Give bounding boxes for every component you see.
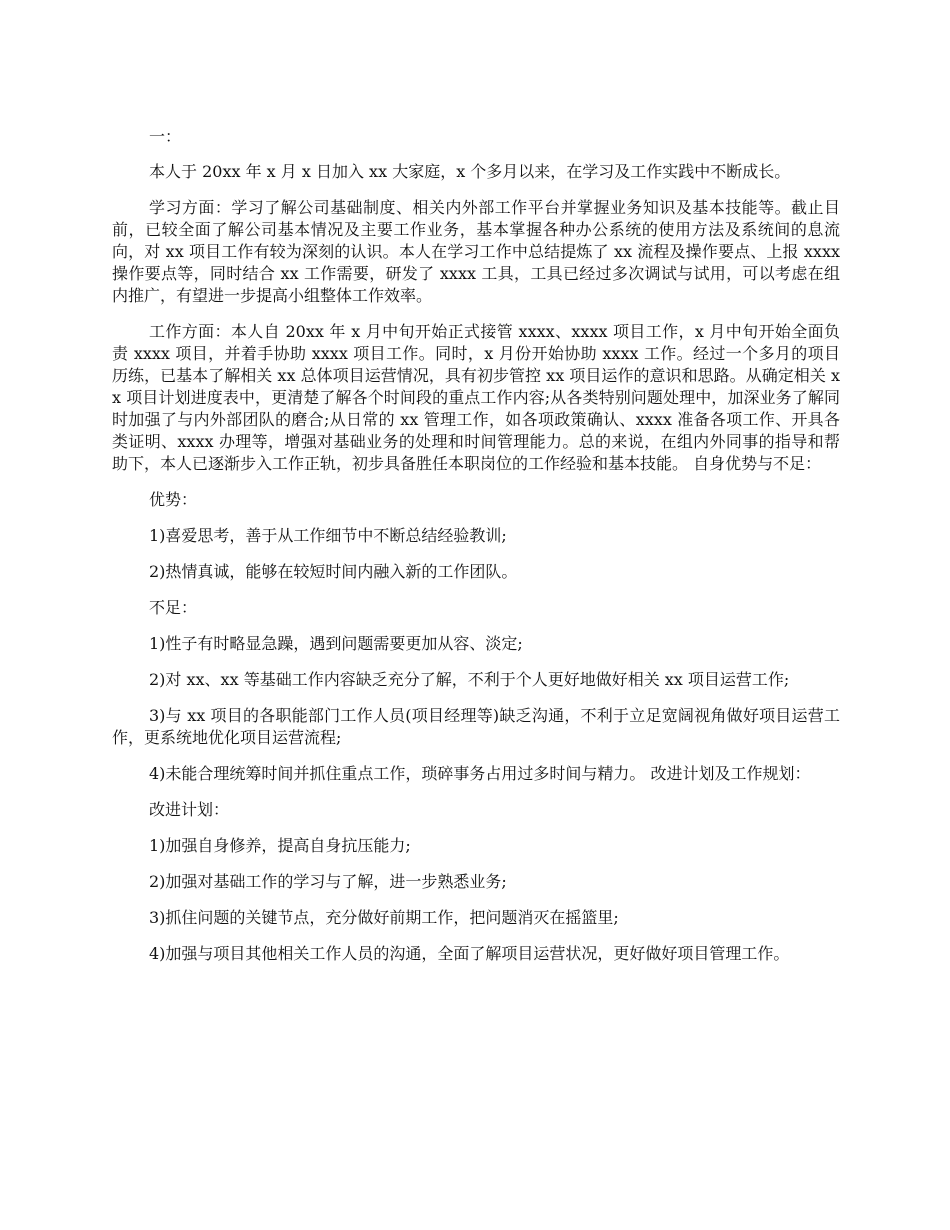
weaknesses-heading: 不足： <box>149 598 198 617</box>
weakness-item: 4)未能合理统筹时间并抓住重点工作，琐碎事务占用过多时间与精力。 改进计划及工作规划： <box>149 764 811 783</box>
improvement-item: 4)加强与项目其他相关工作人员的沟通，全面了解项目运营状况，更好做好项目管理工作。 <box>149 944 790 963</box>
improvement-item: 3)抓住问题的关键节点，充分做好前期工作，把问题消灭在摇篮里; <box>149 908 619 927</box>
strength-item: 2)热情真诚，能够在较短时间内融入新的工作团队。 <box>149 562 518 581</box>
improvement-item: 2)加强对基础工作的学习与了解，进一步熟悉业务; <box>149 872 507 891</box>
weakness-item: 2)对 xx、xx 等基础工作内容缺乏充分了解，不利于个人更好地做好相关 xx 项目运营工作; <box>149 670 790 689</box>
study-paragraph: 学习方面：学习了解公司基础制度、相关内外部工作平台并掌握业务知识及基本技能等。截止目前，已较全面了解公司基本情况及主要工作业务，基本掌握各种办公系统的使用方法及系统间的息流向，对 xx 项目工作有较为深刻的认识。本人在学习工作中总结提炼了 xx 流程及操作要点、上报 xxxx 操作要点等，同时结合 xx 工作需要，研发了 xxxx 工具，工具已经过多次调试与试用，可以考虑在组内推广，有望进一步提高小组整体工作效率。 <box>112 198 840 305</box>
strengths-heading: 优势： <box>149 490 198 509</box>
weakness-item: 3)与 xx 项目的各职能部门工作人员(项目经理等)缺乏沟通，不利于立足宽阔视角做好项目运营工作，更系统地优化项目运营流程; <box>112 706 840 747</box>
improvement-item: 1)加强自身修养，提高自身抗压能力; <box>149 836 411 855</box>
document-page <box>112 126 840 979</box>
intro-paragraph: 本人于 20xx 年 x 月 x 日加入 xx 大家庭，x 个多月以来，在学习及工作实践中不断成长。 <box>149 162 791 181</box>
weakness-item: 1)性子有时略显急躁，遇到问题需要更加从容、淡定; <box>149 634 523 653</box>
strength-item: 1)喜爱思考，善于从工作细节中不断总结经验教训; <box>149 526 507 545</box>
improvement-heading: 改进计划： <box>149 800 230 819</box>
section-heading: 一： <box>149 127 182 146</box>
work-paragraph: 工作方面：本人自 20xx 年 x 月中旬开始正式接管 xxxx、xxxx 项目工作，x 月中旬开始全面负责 xxxx 项目，并着手协助 xxxx 项目工作。同时，x 月份开始协助 xxxx 工作。经过一个多月的项目历练，已基本了解相关 xx 总体项目运营情况，具有初步管控 xx 项目运作的意识和思路。从确定相关 xx 项目计划进度表中，更清楚了解各个时间段的重点工作内容;从各类特别问题处理中，加深业务了解同时加强了与内外部团队的磨合;从日常的 xx 管理工作，如各项政策确认、xxxx 准备各项工作、开具各类证明、xxxx 办理等，增强对基础业务的处理和时间管理能力。总的来说，在组内外同事的指导和帮助下，本人已逐渐步入工作正轨，初步具备胜任本职岗位的工作经验和基本技能。 自身优势与不足： <box>112 322 840 473</box>
